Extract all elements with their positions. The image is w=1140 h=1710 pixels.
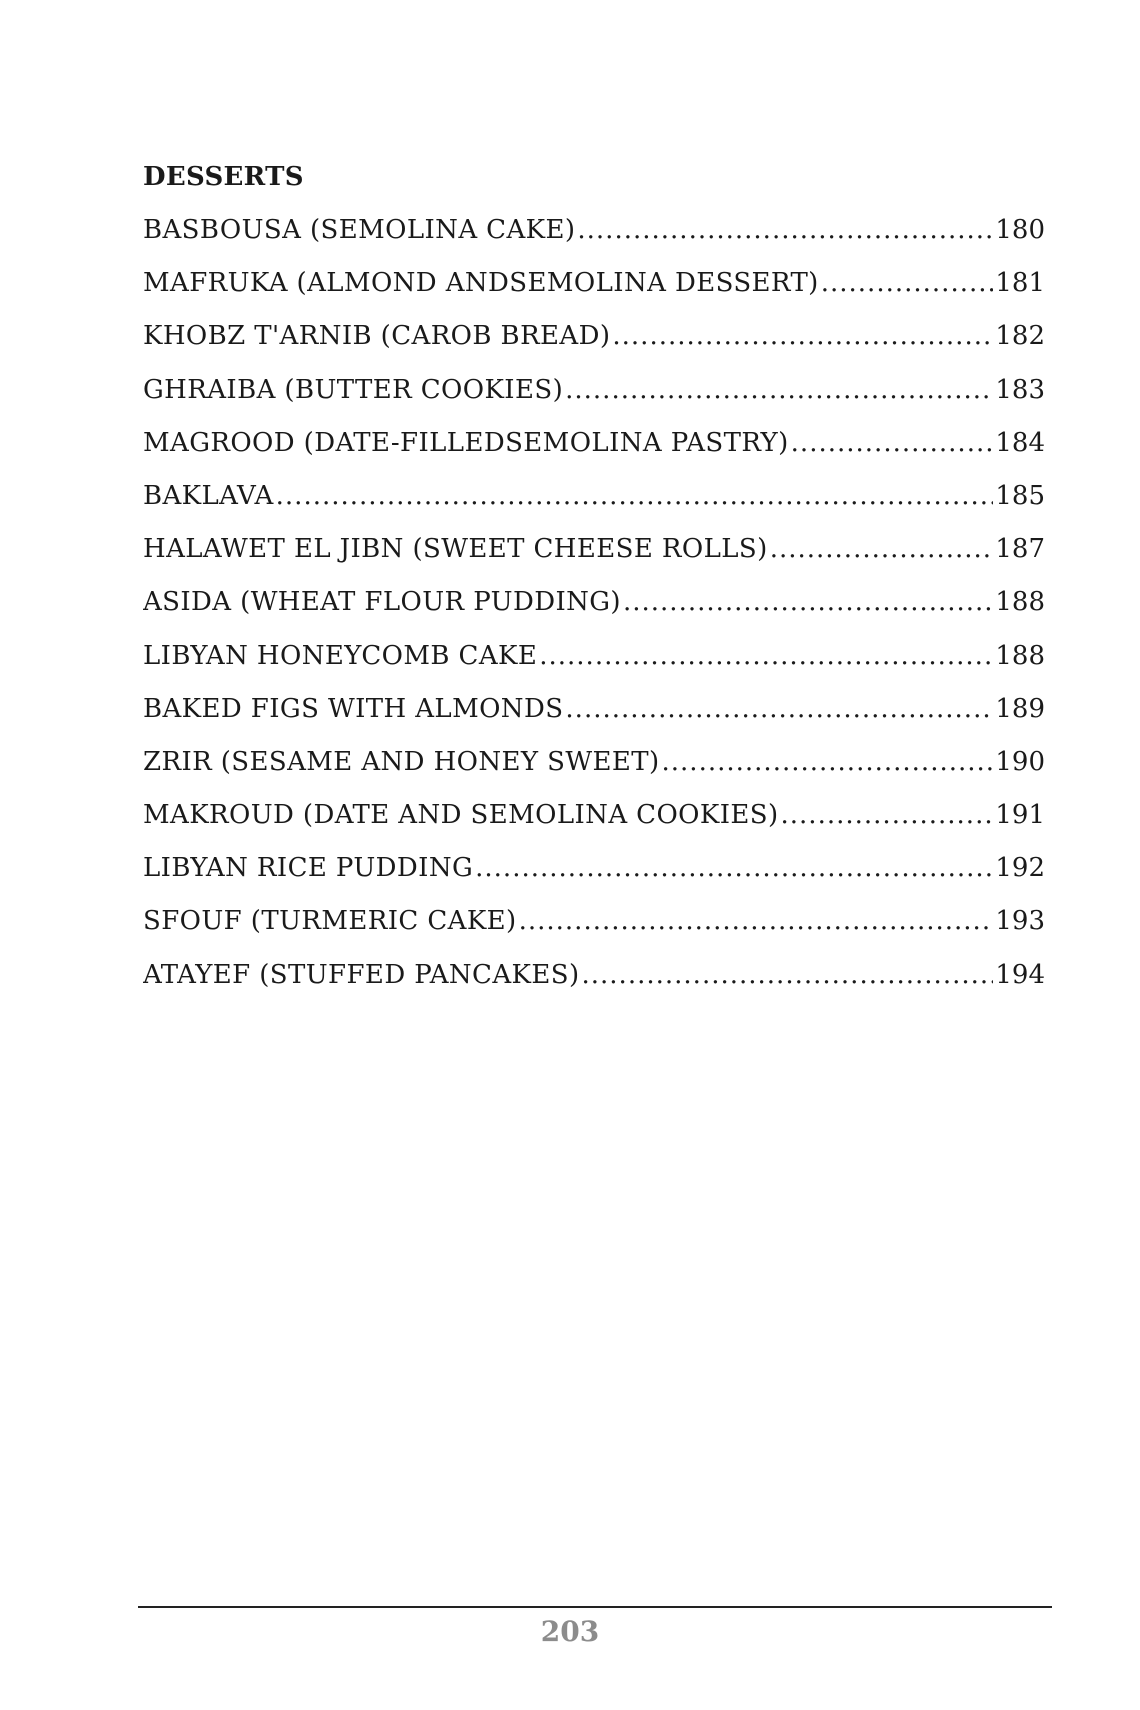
- entry-page-number: 188: [995, 640, 1045, 671]
- toc-entry[interactable]: [143, 789, 1045, 842]
- dot-leader: [821, 257, 994, 310]
- toc-entry[interactable]: [143, 736, 1045, 789]
- dot-leader: [770, 523, 994, 576]
- toc-entry[interactable]: [143, 523, 1045, 576]
- entry-page-number: 190: [995, 746, 1045, 777]
- toc-entry[interactable]: [143, 842, 1045, 895]
- entry-title: GHRAIBA (BUTTER COOKIES): [143, 374, 564, 405]
- dot-leader: [577, 204, 993, 257]
- dot-leader: [539, 630, 993, 683]
- toc-entry[interactable]: [143, 257, 1045, 310]
- dot-leader: [791, 417, 994, 470]
- dot-leader: [612, 310, 993, 363]
- entry-page-number: 180: [995, 215, 1045, 245]
- toc-entry[interactable]: [143, 310, 1045, 363]
- toc-entry[interactable]: [143, 204, 1045, 257]
- entry-page-number: 181: [995, 268, 1045, 299]
- toc-entry[interactable]: [143, 630, 1045, 683]
- dot-leader: [582, 949, 994, 1002]
- toc-entry[interactable]: [143, 683, 1045, 736]
- entry-page-number: 188: [995, 587, 1045, 618]
- dot-leader: [565, 683, 993, 736]
- entry-title: ASIDA (WHEAT FLOUR PUDDING): [143, 587, 621, 618]
- table-of-contents: [143, 150, 1045, 1002]
- footer-divider: [138, 1606, 1052, 1608]
- entry-title: LIBYAN HONEYCOMB CAKE: [143, 640, 538, 671]
- dot-leader: [565, 364, 993, 417]
- entry-page-number: 185: [995, 480, 1045, 511]
- toc-entry[interactable]: [143, 895, 1045, 948]
- entry-page-number: 182: [995, 321, 1045, 352]
- entry-title: MAFRUKA (ALMOND ANDSEMOLINA DESSERT): [143, 268, 819, 299]
- entry-title: MAKROUD (DATE AND SEMOLINA COOKIES): [143, 800, 779, 831]
- section-heading: DESSERTS: [143, 162, 304, 192]
- entry-title: SFOUF (TURMERIC CAKE): [143, 906, 517, 937]
- entry-page-number: 187: [995, 534, 1045, 565]
- dot-leader: [781, 789, 994, 842]
- entry-title: KHOBZ T'ARNIB (CAROB BREAD): [143, 321, 611, 352]
- entry-title: MAGROOD (DATE-FILLEDSEMOLINA PASTRY): [143, 427, 789, 458]
- entry-page-number: 183: [995, 374, 1045, 405]
- entry-title: BASBOUSA (SEMOLINA CAKE): [143, 215, 576, 245]
- dot-leader: [276, 470, 994, 523]
- toc-entry[interactable]: [143, 417, 1045, 470]
- entry-page-number: 194: [995, 959, 1045, 990]
- toc-entry[interactable]: [143, 470, 1045, 523]
- entry-page-number: 192: [995, 853, 1045, 884]
- entry-page-number: 193: [995, 906, 1045, 937]
- entry-page-number: 184: [995, 427, 1045, 458]
- toc-entry[interactable]: [143, 949, 1045, 1002]
- entry-title: HALAWET EL JIBN (SWEET CHEESE ROLLS): [143, 534, 768, 565]
- dot-leader: [475, 842, 993, 895]
- entry-title: ATAYEF (STUFFED PANCAKES): [143, 959, 580, 990]
- toc-entry[interactable]: [143, 576, 1045, 629]
- toc-entry[interactable]: [143, 364, 1045, 417]
- entry-title: ZRIR (SESAME AND HONEY SWEET): [143, 746, 660, 777]
- page-number: 203: [540, 1615, 600, 1648]
- entry-title: BAKED FIGS WITH ALMONDS: [143, 693, 564, 724]
- dot-leader: [519, 895, 994, 948]
- toc-list: [143, 204, 1045, 1002]
- dot-leader: [623, 576, 993, 629]
- dot-leader: [662, 736, 994, 789]
- entry-title: LIBYAN RICE PUDDING: [143, 853, 474, 884]
- entry-title: BAKLAVA: [143, 480, 274, 511]
- entry-page-number: 189: [995, 693, 1045, 724]
- entry-page-number: 191: [995, 800, 1045, 831]
